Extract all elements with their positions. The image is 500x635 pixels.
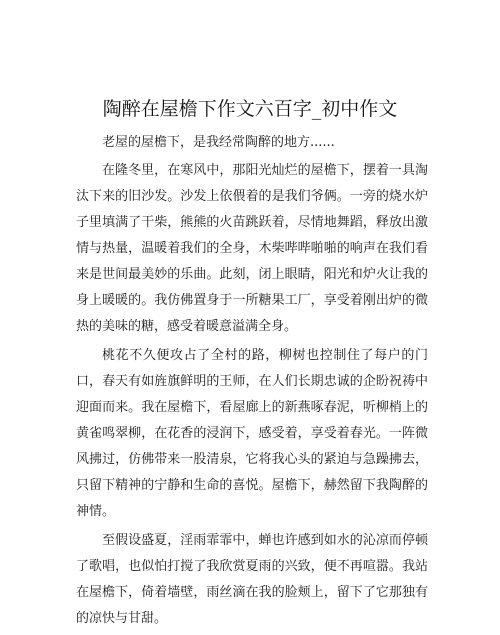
article-title: 陶醉在屋檐下作文六百字_初中作文 xyxy=(102,98,398,120)
article-paragraph-3: 桃花不久便攻占了全村的路，柳树也控制住了每户的门口，春天有如旌旗鲜明的王师，在人们长期忠诚的企盼祝祷中迎面而来。我在屋檐下，看屋廊上的新燕啄春泥，听柳梢上的黄雀鸣翠柳，在花香的浸润下，感受着，享受着春光。一阵微风拂过，仿佛带来一股清泉，它将我心头的紧迫与急躁拂去，只留下精神的宁静和生命的喜悦。屋檐下，赫然留下我陶醉的神情。 xyxy=(76,348,428,519)
article-paragraph-2: 在隆冬里，在寒风中，那阳光灿烂的屋檐下，摆着一具淘汰下来的旧沙发。沙发上依偎着的是我们爷俩。一旁的烧水炉子里填满了干柴，熊熊的火苗跳跃着，尽情地舞蹈，释放出激情与热量，温暖着我们的全身，木柴哔哔啪啪的响声在我们看来是世间最美妙的乐曲。此刻，闭上眼睛，阳光和炉火让我的身上暖暖的。我仿佛置身于一所糖果工厂，享受着刚出炉的微热的美味的糖，感受着暖意溢满全身。 xyxy=(76,163,428,334)
article-paragraph-1: 老屋的屋檐下，是我经常陶醉的地方...... xyxy=(102,135,335,150)
article-paragraph-4: 至假设盛夏，淫雨霏霏中，蝉也许感到如水的沁凉而停顿了歌唱，也似怕打搅了我欣赏夏雨的兴致，便不再喧嚣。我站在屋檐下，倚着墙壁，雨丝滴在我的脸颊上，留下了它那独有的凉快与甘甜。 xyxy=(76,533,428,626)
article-body xyxy=(76,130,428,635)
